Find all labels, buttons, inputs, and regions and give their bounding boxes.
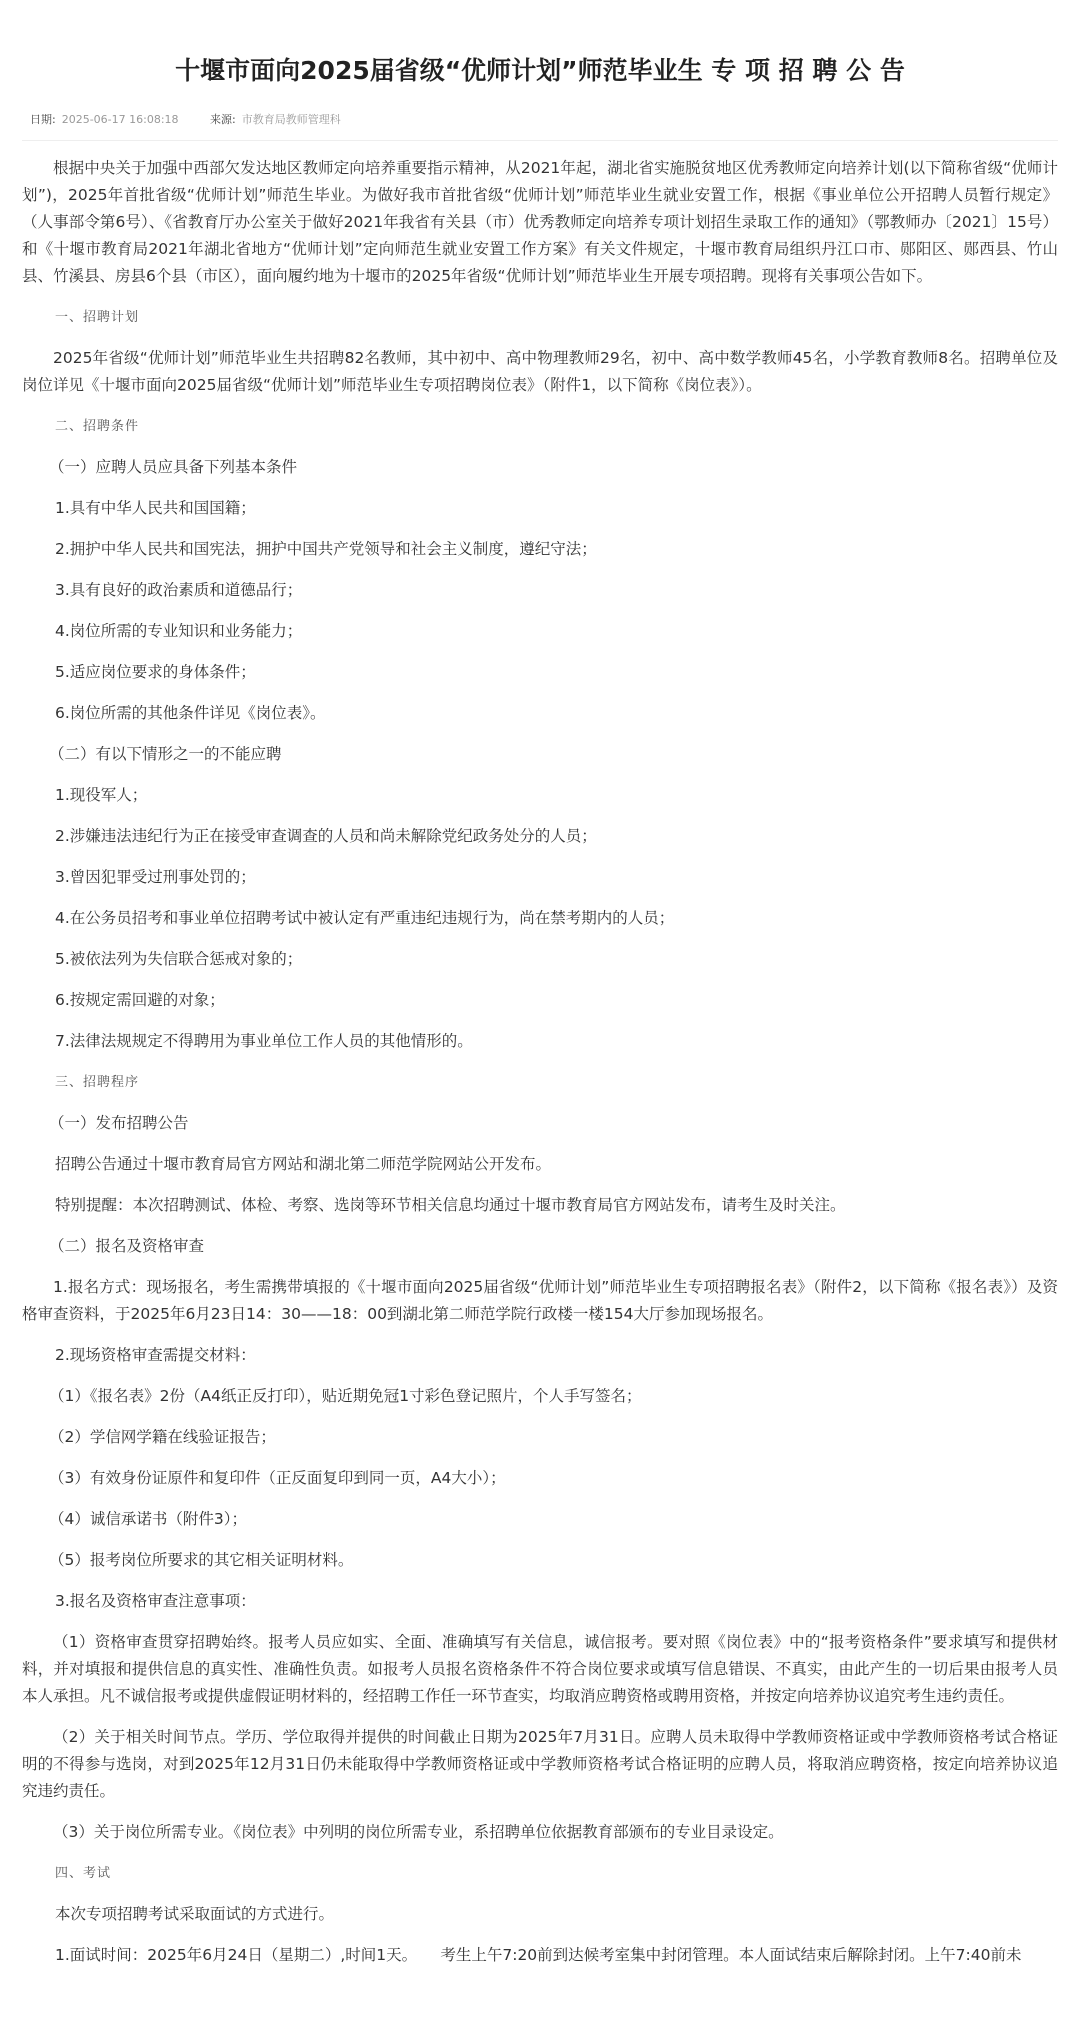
section-heading-exam: 四、考试 (55, 1866, 112, 1881)
list-item: 3.具有良好的政治素质和道德品行； (55, 581, 303, 599)
section-heading-procedure: 三、招聘程序 (55, 1075, 140, 1090)
section-heading-conditions: 二、招聘条件 (55, 419, 140, 434)
list-item: 6.按规定需回避的对象； (55, 991, 225, 1009)
list-item: 2.拥护中华人民共和国宪法，拥护中国共产党领导和社会主义制度，遵纪守法； (55, 540, 597, 558)
note-paragraph: （1）资格审查贯穿招聘始终。报考人员应如实、全面、准确填写有关信息，诚信报考。要对照《岗位表》中的“报考资格条件”要求填写和提供材料，并对填报和提供信息的真实性、准确性负责。如报考人员报名资格条件不符合岗位要求或填写信息错误、不真实，由此产生的一切后果由报考人员本人承担。凡不诚信报考或提供虚假证明材料的，经招聘工作任一环节查实，均取消应聘资格或聘用资格，并按定向培养协议追究考生违约责任。 (22, 1633, 1058, 1705)
article-meta (22, 109, 1058, 131)
list-item: 7.法律法规规定不得聘用为事业单位工作人员的其他情形的。 (55, 1032, 473, 1050)
exam-intro: 本次专项招聘考试采取面试的方式进行。 (55, 1905, 335, 1923)
meta-divider (22, 140, 1058, 141)
list-item: （2）学信网学籍在线验证报告； (49, 1428, 276, 1446)
intro-paragraph: 根据中央关于加强中西部欠发达地区教师定向培养重要指示精神，从2021年起，湖北省实施脱贫地区优秀教师定向培养计划(以下简称省级“优师计划”)，2025年首批省级“优师计划”师范生毕业。为做好我市首批省级“优师计划”师范毕业生就业安置工作，根据《事业单位公开招聘人员暂行规定》（人事部令第6号）、《省教育厅办公室关于做好2021年我省有关县（市）优秀教师定向培养专项计划招生录取工作的通知》（鄂教师办〔2021〕15号）和《十堰市教育局2021年湖北省地方“优师计划”定向师范生就业安置工作方案》有关文件规定，十堰市教育局组织丹江口市、郧阳区、郧西县、竹山县、竹溪县、房县6个县（市区），面向履约地为十堰市的2025年省级“优师计划”师范毕业生开展专项招聘。现将有关事项公告如下。 (22, 159, 1058, 285)
article-title: 十堰市面向2025届省级“优师计划”师范毕业生 专 项 招 聘 公 告 (175, 56, 905, 85)
list-item: 6.岗位所需的其他条件详见《岗位表》。 (55, 704, 326, 722)
list-item: 2.涉嫌违法违纪行为正在接受审查调查的人员和尚未解除党纪政务处分的人员； (55, 827, 597, 845)
source-value: 市教育局教师管理科 (241, 113, 341, 126)
section-heading-plan: 一、招聘计划 (55, 310, 140, 325)
list-item: 5.被依法列为失信联合惩戒对象的； (55, 950, 303, 968)
date-value: 2025-06-17 16:08:18 (61, 113, 179, 126)
date-label: 日期: (30, 113, 56, 126)
list-item: （4）诚信承诺书（附件3）； (49, 1510, 247, 1528)
list-item: 3.曾因犯罪受过刑事处罚的； (55, 868, 256, 886)
subheading-registration: （二）报名及资格审查 (49, 1237, 205, 1255)
subheading-publish: （一）发布招聘公告 (49, 1114, 189, 1132)
list-item: （3）有效身份证原件和复印件（正反面复印到同一页，A4大小）； (49, 1469, 506, 1487)
list-item: 4.岗位所需的专业知识和业务能力； (55, 622, 303, 640)
registration-method: 1.报名方式：现场报名，考生需携带填报的《十堰市面向2025届省级“优师计划”师范毕业生专项招聘报名表》（附件2，以下简称《报名表》）及资格审查资料，于2025年6月23日14：30——18：00到湖北第二师范学院行政楼一楼154大厅参加现场报名。 (22, 1278, 1058, 1323)
list-item: （1）《报名表》2份（A4纸正反打印），贴近期免冠1寸彩色登记照片，个人手写签名； (49, 1387, 642, 1405)
exam-time: 1.面试时间：2025年6月24日（星期二）,时间1天。 考生上午7:20前到达候考室集中封闭管理。本人面试结束后解除封闭。上午7:40前未 (55, 1946, 1022, 1964)
note-paragraph: （3）关于岗位所需专业。《岗位表》中列明的岗位所需专业，系招聘单位依据教育部颁布的专业目录设定。 (53, 1823, 784, 1841)
list-item: 1.现役军人； (55, 786, 148, 804)
article-body (22, 155, 1058, 1969)
note-paragraph: （2）关于相关时间节点。学历、学位取得并提供的时间截止日期为2025年7月31日。应聘人员未取得中学教师资格证或中学教师资格考试合格证明的不得参与选岗，对到2025年12月31日仍未能取得中学教师资格证或中学教师资格考试合格证明的应聘人员，将取消应聘资格，按定向培养协议追究违约责任。 (22, 1728, 1058, 1800)
subheading-exclusions: （二）有以下情形之一的不能应聘 (49, 745, 282, 763)
list-item: 1.具有中华人民共和国国籍； (55, 499, 256, 517)
source-label: 来源: (210, 113, 236, 126)
list-item: 5.适应岗位要求的身体条件； (55, 663, 256, 681)
materials-title: 2.现场资格审查需提交材料： (55, 1346, 256, 1364)
plan-paragraph: 2025年省级“优师计划”师范毕业生共招聘82名教师，其中初中、高中物理教师29名，初中、高中数学教师45名，小学教育教师8名。招聘单位及岗位详见《十堰市面向2025届省级“优师计划”师范毕业生专项招聘岗位表》（附件1，以下简称《岗位表》）。 (22, 349, 1058, 394)
notes-title: 3.报名及资格审查注意事项： (55, 1592, 256, 1610)
list-item: （5）报考岗位所要求的其它相关证明材料。 (49, 1551, 354, 1569)
list-item: 4.在公务员招考和事业单位招聘考试中被认定有严重违纪违规行为，尚在禁考期内的人员； (55, 909, 675, 927)
publish-text: 招聘公告通过十堰市教育局官方网站和湖北第二师范学院网站公开发布。 (55, 1155, 552, 1173)
subheading-basic-conditions: （一）应聘人员应具备下列基本条件 (49, 458, 298, 476)
publish-note: 特别提醒：本次招聘测试、体检、考察、选岗等环节相关信息均通过十堰市教育局官方网站发布，请考生及时关注。 (55, 1196, 846, 1214)
